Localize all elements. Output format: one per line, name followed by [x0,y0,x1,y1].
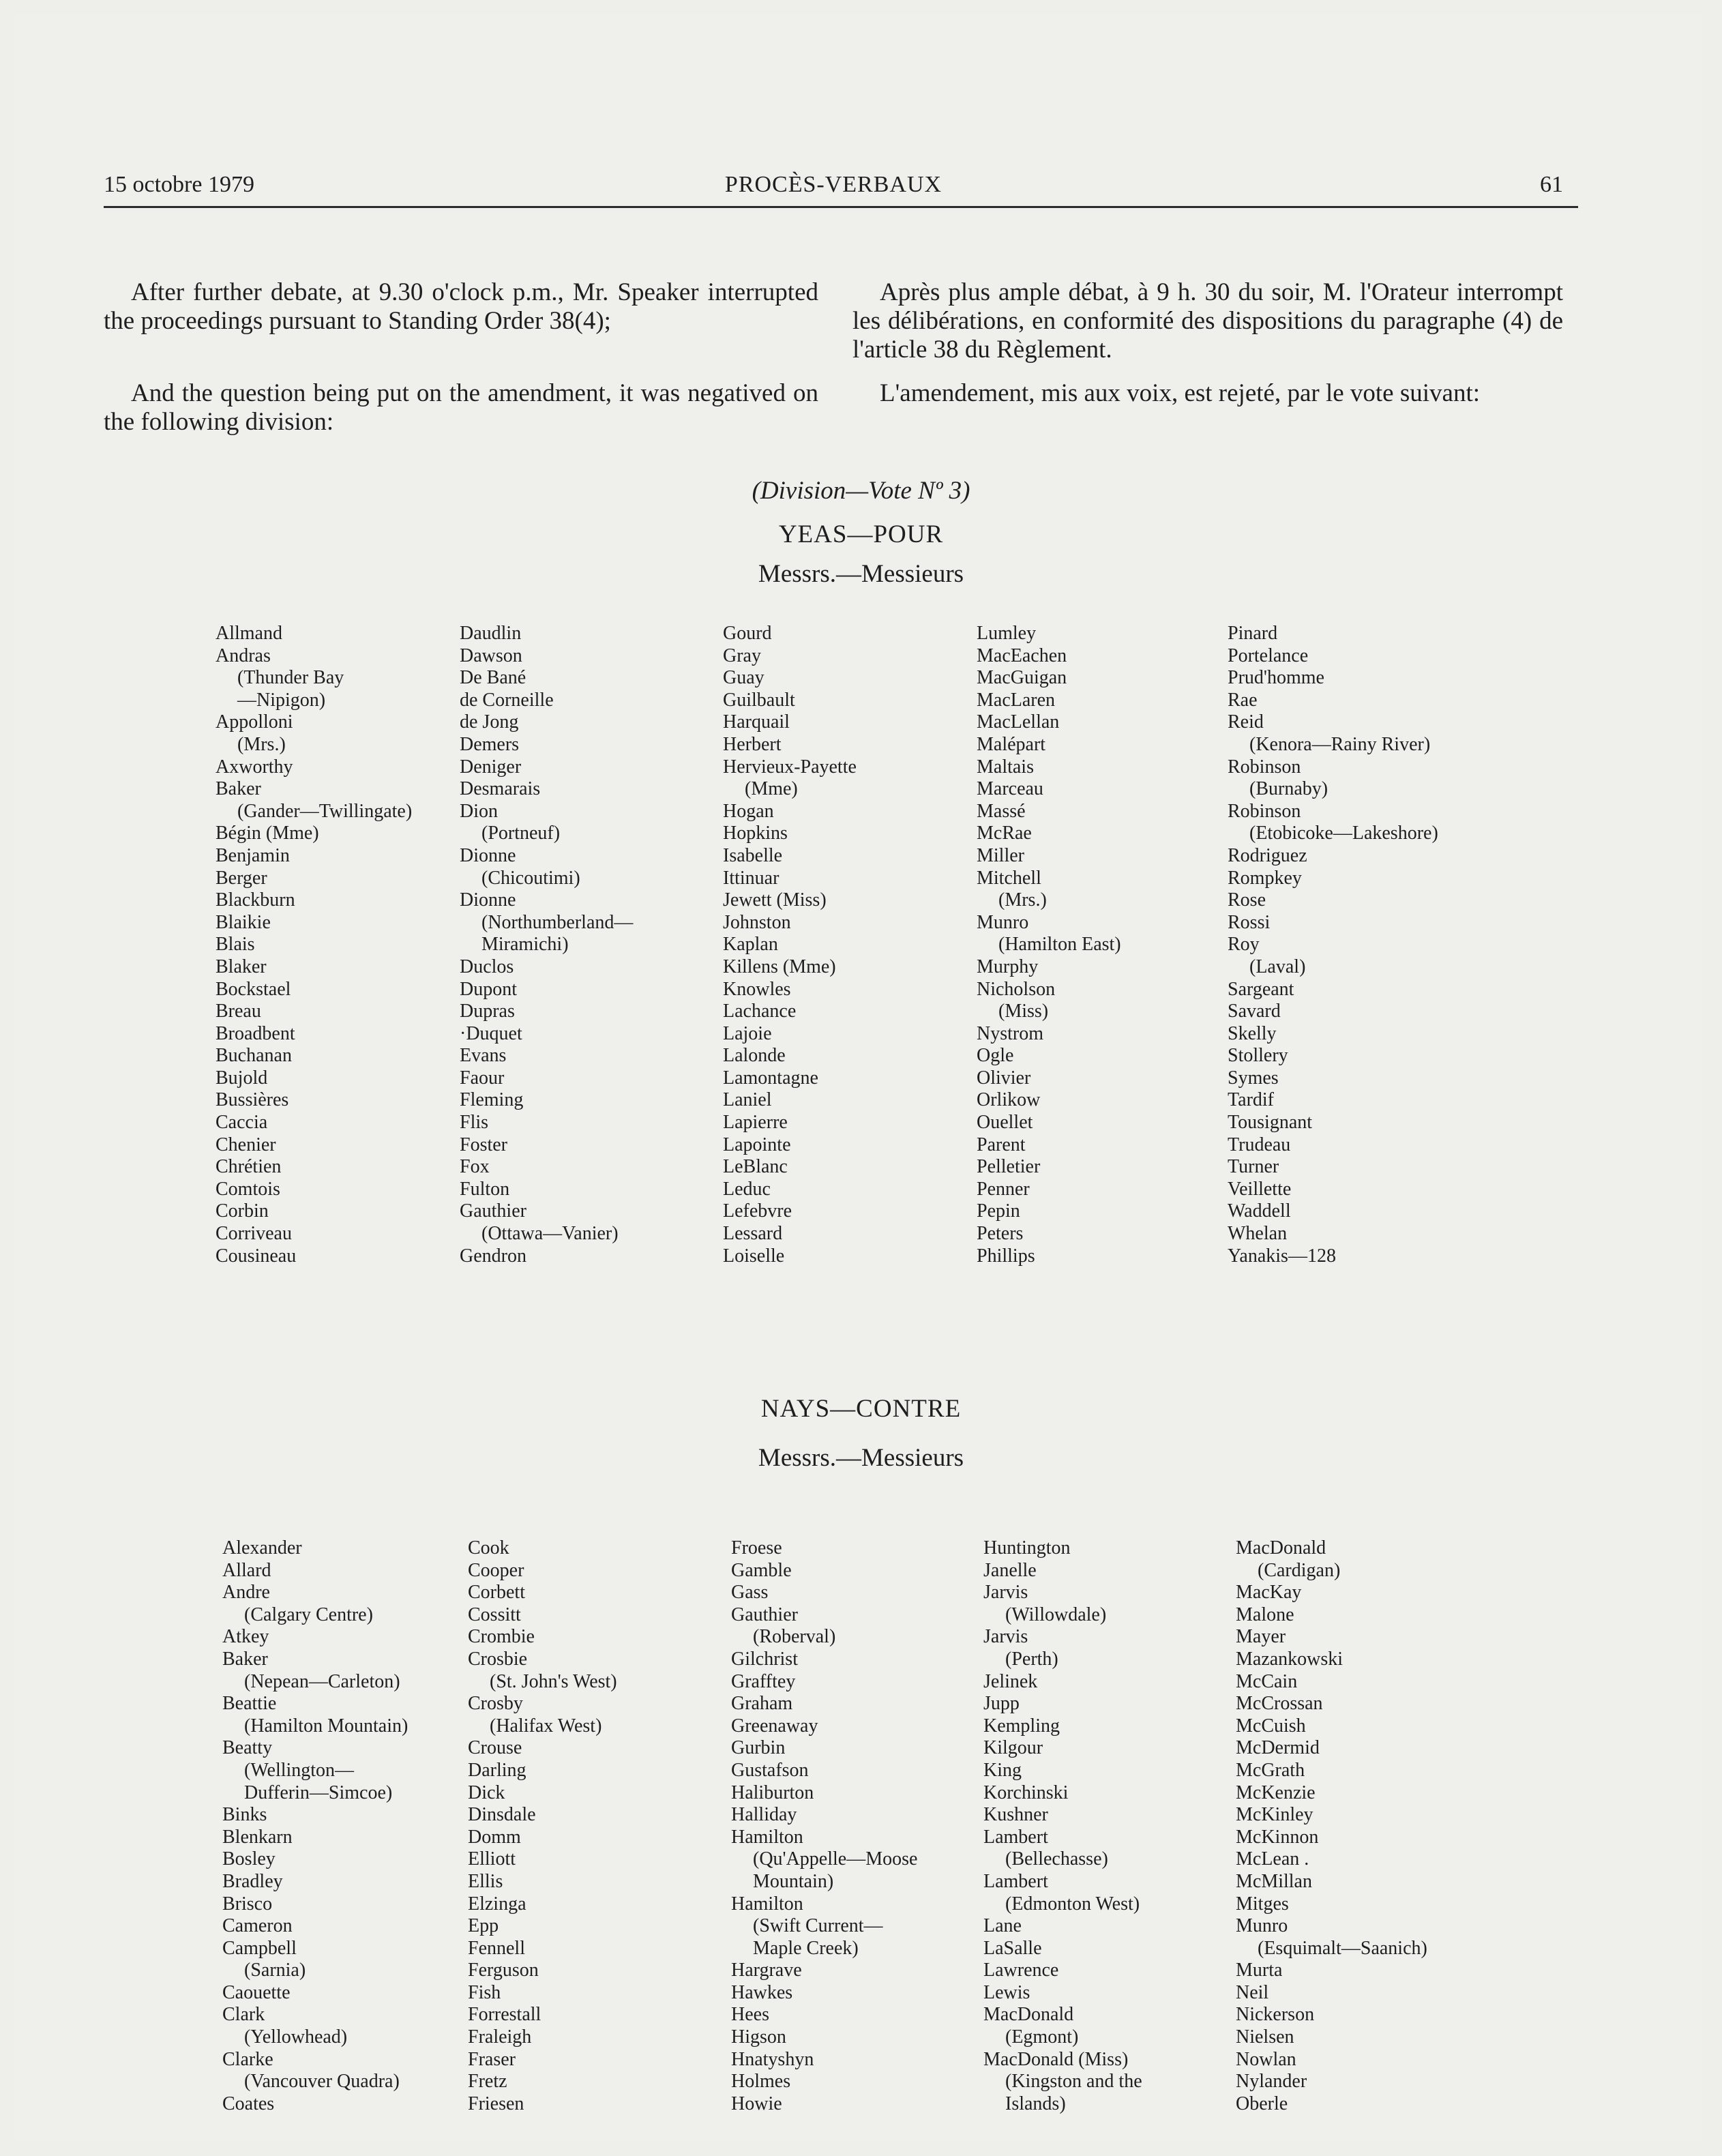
member-name: McKinnon [1236,1826,1319,1848]
member-name: Ouellet [977,1112,1033,1134]
member-name: (Vancouver Quadra) [244,2071,400,2093]
member-name: Caouette [222,1981,291,2003]
member-name: Fraser [468,2048,516,2070]
member-name: Fox [460,1156,490,1178]
nays-messrs-heading: Messrs.—Messieurs [758,1444,964,1472]
member-name: (Wellington— [244,1759,355,1781]
member-name: Flis [460,1112,489,1134]
member-name: Waddell [1228,1200,1291,1222]
member-name: Munro [1236,1915,1288,1937]
member-name: (Ottawa—Vanier) [481,1223,619,1245]
member-name: Dionne [460,889,516,911]
member-name: Mayer [1236,1626,1286,1648]
member-name: Ittinuar [723,867,780,889]
member-name: Rae [1228,689,1258,711]
member-name: Yanakis—128 [1228,1245,1336,1267]
member-name: Leduc [723,1178,771,1200]
member-name: Campbell [222,1937,297,1959]
member-name: Rodriguez [1228,844,1307,866]
member-name: (Perth) [1005,1648,1058,1670]
member-name: Lajoie [723,1022,772,1044]
member-name: Atkey [222,1626,269,1648]
nays-column-5 [1236,1537,1427,2115]
member-name: Sargeant [1228,978,1294,1000]
member-name: Dion [460,800,498,822]
member-name: (Mme) [745,778,798,800]
member-name: Lapointe [723,1134,791,1155]
member-name: Fleming [460,1089,524,1111]
member-name: Dufferin—Simcoe) [244,1782,393,1803]
member-name: Robinson [1228,800,1301,822]
paragraph-fr-question: L'amendement, mis aux voix, est rejeté, par le vote suivant: [880,379,1481,407]
member-name: (Cardigan) [1258,1559,1341,1581]
member-name: Stollery [1228,1045,1288,1067]
member-name: Comtois [216,1178,280,1200]
member-name: Buchanan [216,1045,292,1067]
member-name: McRae [977,823,1032,844]
member-name: Korchinski [983,1782,1069,1803]
member-name: de Corneille [460,689,554,711]
member-name: Hervieux-Payette [723,756,857,778]
member-name: Baker [222,1648,268,1670]
member-name: Jarvis [983,1582,1028,1604]
member-name: (Halifax West) [490,1715,602,1737]
member-name: Hamilton [731,1893,803,1915]
member-name: McCuish [1236,1715,1306,1737]
member-name: Desmarais [460,778,541,800]
member-name: Nystrom [977,1022,1043,1044]
member-name: LaSalle [983,1937,1042,1959]
member-name: Ogle [977,1045,1014,1067]
member-name: Veillette [1228,1178,1292,1200]
member-name: Lamontagne [723,1067,818,1089]
member-name: (Thunder Bay [237,667,344,689]
member-name: MacLellan [977,711,1060,733]
member-name: Tousignant [1228,1112,1313,1134]
member-name: Hopkins [723,823,788,844]
member-name: Gilchrist [731,1648,798,1670]
member-name: Rossi [1228,911,1271,933]
header-rule [104,206,1578,208]
member-name: Miller [977,844,1024,866]
member-name: Jarvis [983,1626,1028,1648]
nays-column-3 [731,1537,917,2115]
member-name: Lane [983,1915,1022,1937]
member-name: Gustafson [731,1759,809,1781]
member-name: Murphy [977,956,1039,977]
member-name: Bussières [216,1089,289,1111]
member-name: Lefebvre [723,1200,792,1222]
member-name: Nielsen [1236,2026,1294,2048]
member-name: Howie [731,2093,782,2114]
member-name: Bégin (Mme) [216,823,319,844]
nays-column-4 [983,1537,1142,2115]
member-name: Portelance [1228,645,1309,666]
member-name: Laniel [723,1089,772,1111]
member-name: Herbert [723,733,782,755]
member-name: Allard [222,1559,271,1581]
member-name: (Chicoutimi) [481,867,580,889]
yeas-column-4 [977,623,1121,1267]
member-name: Baker [216,778,261,800]
member-name: Johnston [723,911,791,933]
paragraph-en-question: And the question being put on the amendment, it was negatived on the following division: [104,379,818,436]
nays-heading: NAYS—CONTRE [760,1395,962,1423]
member-name: Epp [468,1915,499,1937]
member-name: Maltais [977,756,1034,778]
member-name: Jelinek [983,1670,1038,1692]
member-name: Crosbie [468,1648,528,1670]
member-name: McLean . [1236,1848,1309,1870]
member-name: Crouse [468,1737,522,1759]
member-name: Ferguson [468,1960,539,1981]
member-name: Miramichi) [481,934,569,956]
member-name: MacGuigan [977,667,1067,689]
yeas-heading: YEAS—POUR [778,520,944,548]
member-name: Hnatyshyn [731,2048,814,2070]
yeas-column-1 [216,623,412,1267]
member-name: Cooper [468,1559,524,1581]
member-name: Phillips [977,1245,1035,1267]
member-name: Chenier [216,1134,276,1155]
member-name: (Esquimalt—Saanich) [1258,1937,1427,1959]
member-name: Axworthy [216,756,293,778]
member-name: MacDonald [983,2004,1074,2026]
nays-column-1 [222,1537,408,2115]
member-name: Fulton [460,1178,510,1200]
member-name: McDermid [1236,1737,1320,1759]
member-name: Islands) [1005,2093,1066,2114]
member-name: Dawson [460,645,522,666]
member-name: Cossitt [468,1604,521,1625]
member-name: Breau [216,1001,261,1022]
member-name: Marceau [977,778,1043,800]
member-name: Crombie [468,1626,535,1648]
member-name: Faour [460,1067,505,1089]
member-name: (Willowdale) [1005,1604,1107,1625]
member-name: Hees [731,2004,769,2026]
member-name: Jupp [983,1693,1020,1715]
member-name: Crosby [468,1693,523,1715]
member-name: MacKay [1236,1582,1302,1604]
member-name: Chrétien [216,1156,282,1178]
member-name: Berger [216,867,267,889]
page-number: 61 [1540,172,1563,197]
member-name: McKenzie [1236,1782,1316,1803]
member-name: Trudeau [1228,1134,1291,1155]
header-date: 15 octobre 1979 [104,172,254,197]
member-name: Ellis [468,1870,503,1892]
member-name: (Kingston and the [1005,2071,1142,2093]
member-name: King [983,1759,1022,1781]
member-name: Hamilton [731,1826,803,1848]
member-name: (Burnaby) [1249,778,1328,800]
member-name: Gourd [723,623,772,644]
member-name: Blackburn [216,889,295,911]
member-name: Lalonde [723,1045,786,1067]
member-name: (Roberval) [753,1626,836,1648]
member-name: Graham [731,1693,793,1715]
member-name: Gauthier [731,1604,798,1625]
member-name: Kaplan [723,934,778,956]
member-name: Clarke [222,2048,273,2070]
member-name: Nicholson [977,978,1056,1000]
member-name: McGrath [1236,1759,1305,1781]
member-name: Gurbin [731,1737,786,1759]
member-name: Nowlan [1236,2048,1296,2070]
member-name: Binks [222,1804,267,1826]
member-name: Dupras [460,1001,515,1022]
member-name: Hawkes [731,1981,793,2003]
member-name: Pinard [1228,623,1278,644]
member-name: Penner [977,1178,1030,1200]
member-name: Dupont [460,978,517,1000]
member-name: Benjamin [216,844,290,866]
member-name: McKinley [1236,1804,1313,1826]
member-name: de Jong [460,711,519,733]
member-name: Bosley [222,1848,276,1870]
member-name: Reid [1228,711,1264,733]
member-name: Darling [468,1759,526,1781]
member-name: (Egmont) [1005,2026,1079,2048]
yeas-messrs-heading: Messrs.—Messieurs [758,560,964,588]
member-name: Lambert [983,1826,1048,1848]
member-name: Andre [222,1582,270,1604]
member-name: Gass [731,1582,769,1604]
member-name: Lessard [723,1223,783,1245]
member-name: Gauthier [460,1200,526,1222]
member-name: (Gander—Twillingate) [237,800,413,822]
member-name: Peters [977,1223,1024,1245]
member-name: Blais [216,934,255,956]
member-name: Higson [731,2026,786,2048]
member-name: Nylander [1236,2071,1307,2093]
member-name: Lumley [977,623,1037,644]
member-name: Lewis [983,1981,1030,2003]
member-name: Malépart [977,733,1046,755]
member-name: (Edmonton West) [1005,1893,1140,1915]
member-name: Halliday [731,1804,797,1826]
member-name: Beatty [222,1737,273,1759]
member-name: LeBlanc [723,1156,788,1178]
member-name: —Nipigon) [237,689,326,711]
page-header [104,172,1563,209]
member-name: Evans [460,1045,507,1067]
member-name: (Mrs.) [998,889,1047,911]
member-name: Skelly [1228,1022,1277,1044]
member-name: Fretz [468,2071,507,2093]
member-name: Gendron [460,1245,526,1267]
member-name: Cameron [222,1915,293,1937]
member-name: Duclos [460,956,514,977]
member-name: Bradley [222,1870,283,1892]
member-name: Holmes [731,2071,791,2093]
paragraph-fr-debate: Après plus ample débat, à 9 h. 30 du soir, M. l'Orateur interrompt les délibérations, en conformité des dispositions du paragraphe (4) de l'article 38 du Règlement. [852,278,1563,364]
member-name: Gray [723,645,761,666]
member-name: Harquail [723,711,790,733]
member-name: Caccia [216,1112,268,1134]
member-name: Guilbault [723,689,795,711]
member-name: (Bellechasse) [1005,1848,1108,1870]
member-name: Corbett [468,1582,525,1604]
member-name: Blaker [216,956,267,977]
member-name: Dick [468,1782,505,1803]
member-name: Lapierre [723,1112,788,1134]
member-name: (Hamilton East) [998,934,1121,956]
member-name: Oberle [1236,2093,1288,2114]
member-name: (Hamilton Mountain) [244,1715,409,1737]
nays-column-2 [468,1537,617,2115]
member-name: Bockstael [216,978,291,1000]
member-name: Lambert [983,1870,1048,1892]
member-name: Isabelle [723,844,783,866]
yeas-column-5 [1228,623,1438,1267]
member-name: Froese [731,1537,782,1559]
member-name: (Qu'Appelle—Moose [753,1848,918,1870]
member-name: Cousineau [216,1245,297,1267]
member-name: Dinsdale [468,1804,536,1826]
member-name: Greenaway [731,1715,818,1737]
member-name: Haliburton [731,1782,814,1803]
member-name: Tardif [1228,1089,1275,1111]
member-name: McCain [1236,1670,1298,1692]
member-name: Malone [1236,1604,1294,1625]
member-name: (Etobicoke—Lakeshore) [1249,823,1438,844]
paragraph-en-debate: After further debate, at 9.30 o'clock p.m., Mr. Speaker interrupted the proceedings pursuant to Standing Order 38(4); [104,278,818,335]
member-name: Whelan [1228,1223,1288,1245]
member-name: MacLaren [977,689,1056,711]
member-name: Maple Creek) [753,1937,859,1959]
member-name: Deniger [460,756,522,778]
member-name: (Swift Current— [753,1915,883,1937]
member-name: Loiselle [723,1245,785,1267]
member-name: (Miss) [998,1001,1049,1022]
member-name: Friesen [468,2093,524,2114]
member-name: Corriveau [216,1223,292,1245]
member-name: Guay [723,667,764,689]
member-name: Pelletier [977,1156,1041,1178]
member-name: Gamble [731,1559,792,1581]
member-name: Lachance [723,1001,797,1022]
member-name: (Portneuf) [481,823,561,844]
member-name: Massé [977,800,1026,822]
member-name: McCrossan [1236,1693,1323,1715]
member-name: ·Duquet [460,1022,522,1044]
member-name: Kushner [983,1804,1048,1826]
member-name: De Bané [460,667,526,689]
member-name: Parent [977,1134,1026,1155]
member-name: (Nepean—Carleton) [244,1670,400,1692]
member-name: Brisco [222,1893,273,1915]
member-name: MacEachen [977,645,1067,666]
member-name: Kempling [983,1715,1060,1737]
member-name: Mountain) [753,1870,834,1892]
member-name: Kilgour [983,1737,1043,1759]
member-name: Nickerson [1236,2004,1315,2026]
member-name: Jewett (Miss) [723,889,827,911]
member-name: Grafftey [731,1670,796,1692]
member-name: Demers [460,733,520,755]
member-name: Mazankowski [1236,1648,1344,1670]
member-name: Hogan [723,800,774,822]
yeas-column-2 [460,623,633,1267]
member-name: (St. John's West) [490,1670,617,1692]
member-name: Rompkey [1228,867,1302,889]
member-name: Andras [216,645,271,666]
member-name: Turner [1228,1156,1279,1178]
member-name: Elliott [468,1848,516,1870]
member-name: Corbin [216,1200,269,1222]
member-name: Savard [1228,1001,1281,1022]
member-name: Hargrave [731,1960,802,1981]
member-name: Dionne [460,844,516,866]
member-name: Clark [222,2004,265,2026]
member-name: (Calgary Centre) [244,1604,373,1625]
member-name: Blaikie [216,911,271,933]
member-name: (Yellowhead) [244,2026,348,2048]
member-name: Elzinga [468,1893,526,1915]
member-name: Prud'homme [1228,667,1324,689]
member-name: Munro [977,911,1029,933]
member-name: Coates [222,2093,275,2114]
member-name: Alexander [222,1537,302,1559]
member-name: Lawrence [983,1960,1059,1981]
member-name: Pepin [977,1200,1020,1222]
member-name: Mitchell [977,867,1041,889]
member-name: Olivier [977,1067,1031,1089]
member-name: Janelle [983,1559,1037,1581]
member-name: Robinson [1228,756,1301,778]
member-name: Fraleigh [468,2026,532,2048]
member-name: Appolloni [216,711,293,733]
member-name: (Laval) [1249,956,1306,977]
member-name: (Northumberland— [481,911,634,933]
header-title: PROCÈS-VERBAUX [724,172,942,197]
member-name: Beattie [222,1693,277,1715]
member-name: Cook [468,1537,509,1559]
member-name: McMillan [1236,1870,1312,1892]
member-name: (Kenora—Rainy River) [1249,733,1431,755]
member-name: Killens (Mme) [723,956,836,977]
member-name: Rose [1228,889,1266,911]
member-name: MacDonald [1236,1537,1326,1559]
member-name: Domm [468,1826,521,1848]
member-name: Forrestall [468,2004,541,2026]
member-name: Daudlin [460,623,522,644]
member-name: Symes [1228,1067,1279,1089]
member-name: Fennell [468,1937,525,1959]
member-name: Bujold [216,1067,268,1089]
member-name: Broadbent [216,1022,295,1044]
member-name: Orlikow [977,1089,1041,1111]
member-name: Fish [468,1981,501,2003]
member-name: Roy [1228,934,1260,956]
member-name: Huntington [983,1537,1071,1559]
yeas-column-3 [723,623,857,1267]
member-name: Knowles [723,978,791,1000]
division-title: (Division—Vote Nº 3) [752,477,970,505]
member-name: Allmand [216,623,282,644]
member-name: Murta [1236,1960,1283,1981]
member-name: Neil [1236,1981,1269,2003]
member-name: MacDonald (Miss) [983,2048,1129,2070]
member-name: Mitges [1236,1893,1289,1915]
member-name: (Sarnia) [244,1960,306,1981]
member-name: Blenkarn [222,1826,293,1848]
member-name: (Mrs.) [237,733,286,755]
member-name: Foster [460,1134,507,1155]
